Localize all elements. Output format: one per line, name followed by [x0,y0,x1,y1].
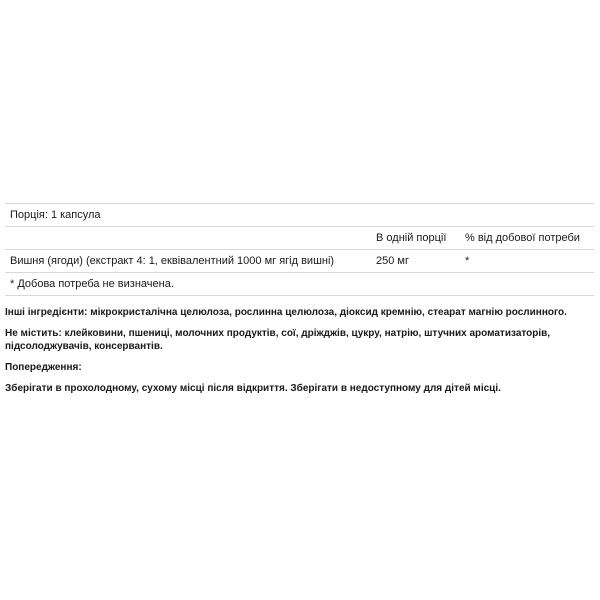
other-ingredients-text: Інші інгредієнти: мікрокристалічна целюлоза, рослинна целюлоза, діоксид кремнію, стеарат магнію рослинного. [5,307,567,318]
daily-value-header: % від добової потреби [465,232,580,244]
ingredient-amount: 250 мг [376,255,409,267]
serving-row [5,203,594,227]
free-of-text: Не містить: клейковини, пшениці, молочних продуктів, сої, дріжджів, цукру, натрію, штучних ароматизаторів, підсолоджувачів, консервантів. [5,328,551,352]
footnote-row [5,273,594,296]
ingredient-row [5,250,594,273]
storage-text: Зберігати в прохолодному, сухому місці після відкриття. Зберігати в недоступному для дітей місці. [5,383,501,394]
supplement-facts-table [5,203,594,296]
ingredient-daily-value: * [465,255,470,267]
serving-size: Порція: 1 капсула [10,209,101,221]
daily-value-footnote: * Добова потреба не визначена. [10,278,174,290]
warnings-title: Попередження: [5,362,82,373]
ingredient-name: Вишня (ягоди) (екстракт 4: 1, еквівалентний 1000 мг ягід вишні) [10,255,335,267]
per-serving-header: В одній порції [376,232,447,244]
column-header-row [5,227,594,250]
